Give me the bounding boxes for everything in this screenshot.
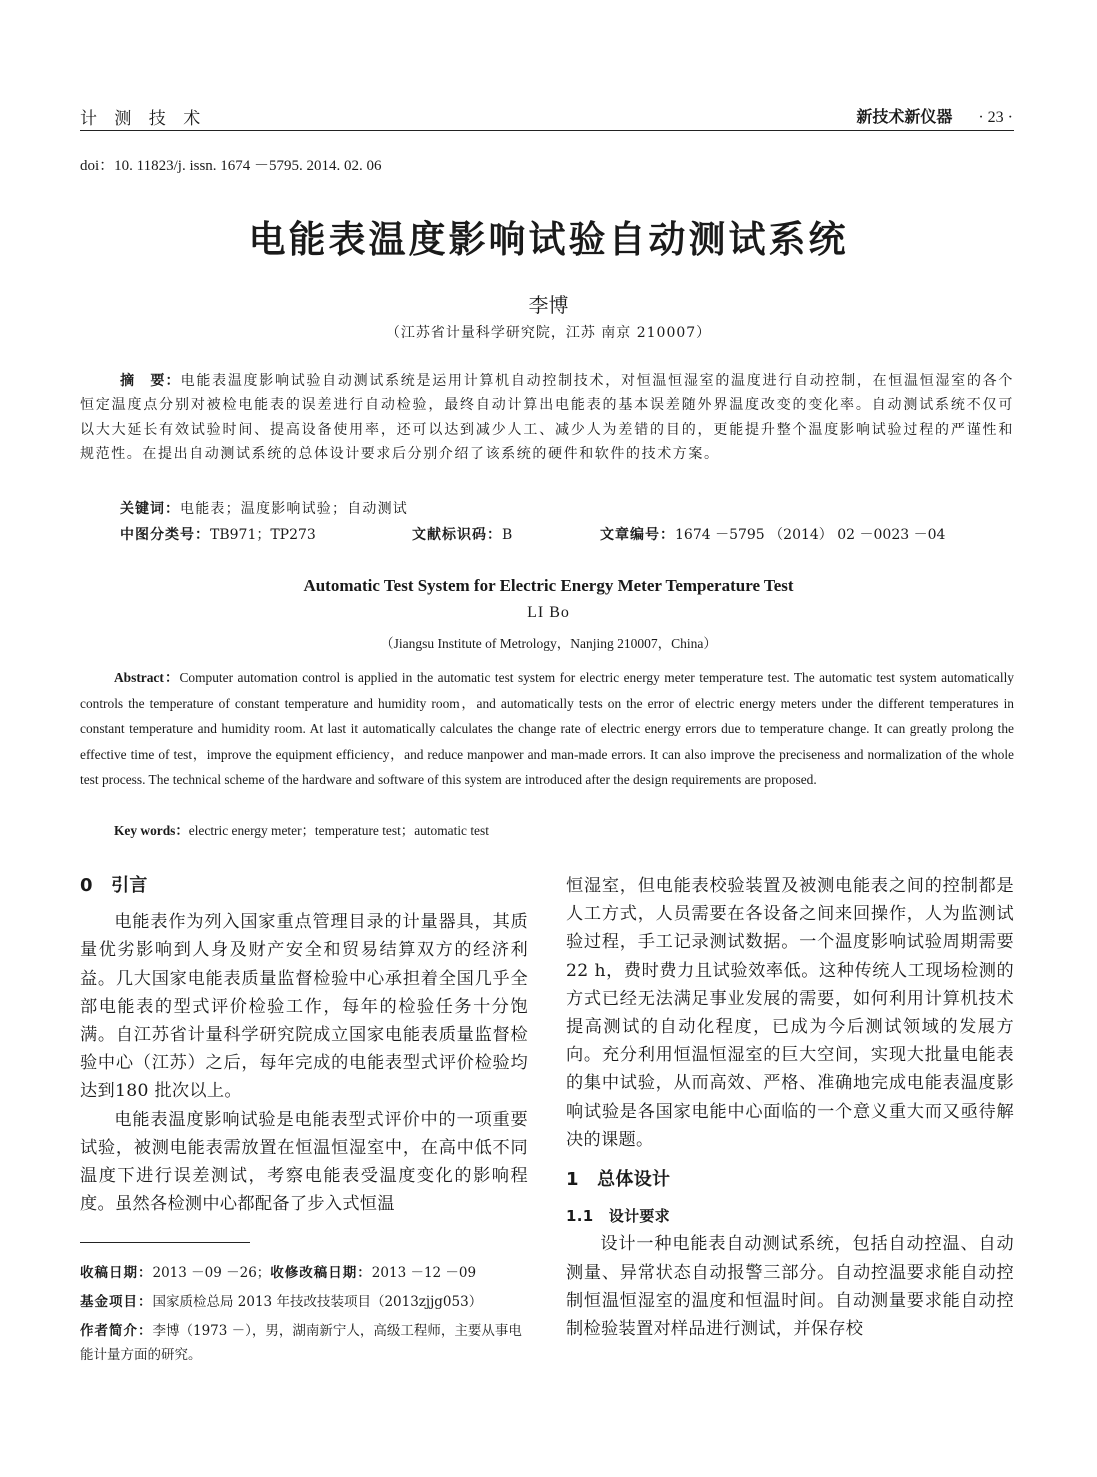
- body-right-column: [566, 872, 1014, 1343]
- keywords-en-label: Key words：: [114, 823, 189, 838]
- header-rule: [80, 130, 1014, 131]
- received-label: 收稿日期：: [80, 1265, 153, 1281]
- article-value: 1674 －5795 （2014） 02 －0023 －04: [675, 527, 946, 543]
- fund-value: 国家质检总局 2013 年技改技装项目（2013zjjg053）: [152, 1294, 483, 1310]
- abstract-en-text: Computer automation control is applied in the automatic test system for electric energy meter temperature test. The automatic test system automatically controls the temperature of constant temperature and humidity room，and automatically tests on the error of electric energy meters under the different temperatures in constant temperature and humidity room. At last it automatically calculates the change rate of electric energy errors due to temperature change. It can greatly prolong the effective time of test，improve the equipment efficiency，and reduce manpower and man-made errors. It can also improve the preciseness and normalization of the whole test process. The technical scheme of the hardware and software of this system are introduced after the design requirements are proposed.: [80, 670, 1014, 787]
- keywords-cn: [120, 498, 408, 518]
- clc-value: TB971；TP273: [210, 527, 316, 543]
- abstract-cn-label: 摘 要：: [120, 373, 181, 389]
- english-affiliation: （Jiangsu Institute of Metrology，Nanjing 210007，China）: [380, 636, 717, 651]
- footnote-rule: [80, 1242, 250, 1243]
- section-0-heading: 0 引言: [80, 875, 148, 896]
- running-header-column: [856, 104, 1013, 127]
- section-1-1-heading: 1.1 设计要求: [566, 1207, 670, 1226]
- doc-label: 文献标识码：: [412, 527, 502, 543]
- abstract-en-label: Abstract：: [114, 670, 180, 685]
- column-name: 新技术新仪器: [856, 107, 953, 126]
- intro-paragraph-2: 电能表温度影响试验是电能表型式评价中的一项重要试验，被测电能表需放置在恒温恒湿室中，在高中低不同温度下进行误差测试，考察电能表受温度变化的影响程度。虽然各检测中心都配备了步入式恒温: [80, 1109, 528, 1215]
- keywords-en: [114, 820, 489, 839]
- document-code: [412, 524, 512, 544]
- article-number: [600, 524, 945, 544]
- intro-paragraph-1: 电能表作为列入国家重点管理目录的计量器具，其质量优劣影响到人身及财产安全和贸易结算双方的经济利益。几大国家电能表质量监督检验中心承担着全国几乎全部电能表的型式评价检验工作，每年的检验任务十分饱满。自江苏省计量科学研究院成立国家电能表质量监督检验中心（江苏）之后，每年完成的电能表型式评价检验均达到180 批次以上。: [80, 912, 528, 1102]
- keywords-cn-label: 关键词：: [120, 501, 180, 517]
- doi-line: doi：10. 11823/j. issn. 1674 －5795. 2014. 02. 06: [80, 158, 382, 174]
- footnote-dates: [80, 1261, 530, 1285]
- keywords-en-text: electric energy meter；temperature test；automatic test: [188, 823, 489, 838]
- english-author: LI Bo: [527, 604, 570, 621]
- intro-paragraph-3: 恒湿室，但电能表校验装置及被测电能表之间的控制都是人工方式，人员需要在各设备之间来回操作，人为监测试验过程，手工记录测试数据。一个温度影响试验周期需要 22 h，费时费力且试验效率低。这种传统人工现场检测的方式已经无法满足事业发展的需要，如何利用计算机技术提高测试的自动化程度，已成为今后测试领域的发展方向。充分利用恒温恒湿室的巨大空间，实现大批量电能表的集中试验，从而高效、严格、准确地完成电能表温度影响试验是各国家电能中心面临的一个意义重大而又亟待解决的课题。: [566, 876, 1014, 1150]
- abstract-en: [80, 665, 1014, 793]
- design-paragraph-1: 设计一种电能表自动测试系统，包括自动控温、自动测量、异常状态自动报警三部分。自动控温要求能自动控制恒温恒湿室的温度和恒温时间。自动测量要求能自动控制检验装置对样品进行测试，并保存校: [566, 1234, 1014, 1340]
- english-title: Automatic Test System for Electric Energy Meter Temperature Test: [303, 576, 794, 595]
- article-label: 文章编号：: [600, 527, 675, 543]
- author-affiliation: （江苏省计量科学研究院，江苏 南京 210007）: [385, 325, 712, 341]
- keywords-cn-text: 电能表；温度影响试验；自动测试: [180, 501, 408, 517]
- bio-label: 作者简介：: [80, 1323, 153, 1339]
- clc-number: [120, 524, 316, 544]
- revised-label: 收修改稿日期：: [270, 1265, 372, 1281]
- footnote-fund: [80, 1290, 530, 1314]
- clc-label: 中图分类号：: [120, 527, 210, 543]
- abstract-cn: [80, 369, 1014, 466]
- fund-label: 基金项目：: [80, 1294, 153, 1310]
- author-name: 李博: [528, 293, 569, 317]
- body-left-column: [80, 872, 528, 1218]
- page-number: · 23 ·: [978, 109, 1013, 126]
- bio-value: 李博（1973 －），男，湖南新宁人，高级工程师，主要从事电能计量方面的研究。: [80, 1323, 522, 1363]
- revised-value: 2013 －12 －09: [371, 1265, 477, 1281]
- doc-value: B: [502, 527, 513, 543]
- paper-title: 电能表温度影响试验自动测试系统: [248, 218, 849, 261]
- footnote-author-bio: [80, 1319, 530, 1367]
- section-1-heading: 1 总体设计: [566, 1169, 671, 1191]
- received-value: 2013 －09 －26；: [152, 1265, 271, 1281]
- running-header-journal: 计 测 技 术: [80, 109, 207, 129]
- abstract-cn-text: 电能表温度影响试验自动测试系统是运用计算机自动控制技术，对恒温恒湿室的温度进行自动控制，在恒温恒湿室的各个恒定温度点分别对被检电能表的误差进行自动检验，最终自动计算出电能表的基本误差随外界温度改变的变化率。自动测试系统不仅可以大大延长有效试验时间、提高设备使用率，还可以达到减少人工、减少人为差错的目的，更能提升整个温度影响试验过程的严谨性和规范性。在提出自动测试系统的总体设计要求后分别介绍了该系统的硬件和软件的技术方案。: [80, 373, 1015, 462]
